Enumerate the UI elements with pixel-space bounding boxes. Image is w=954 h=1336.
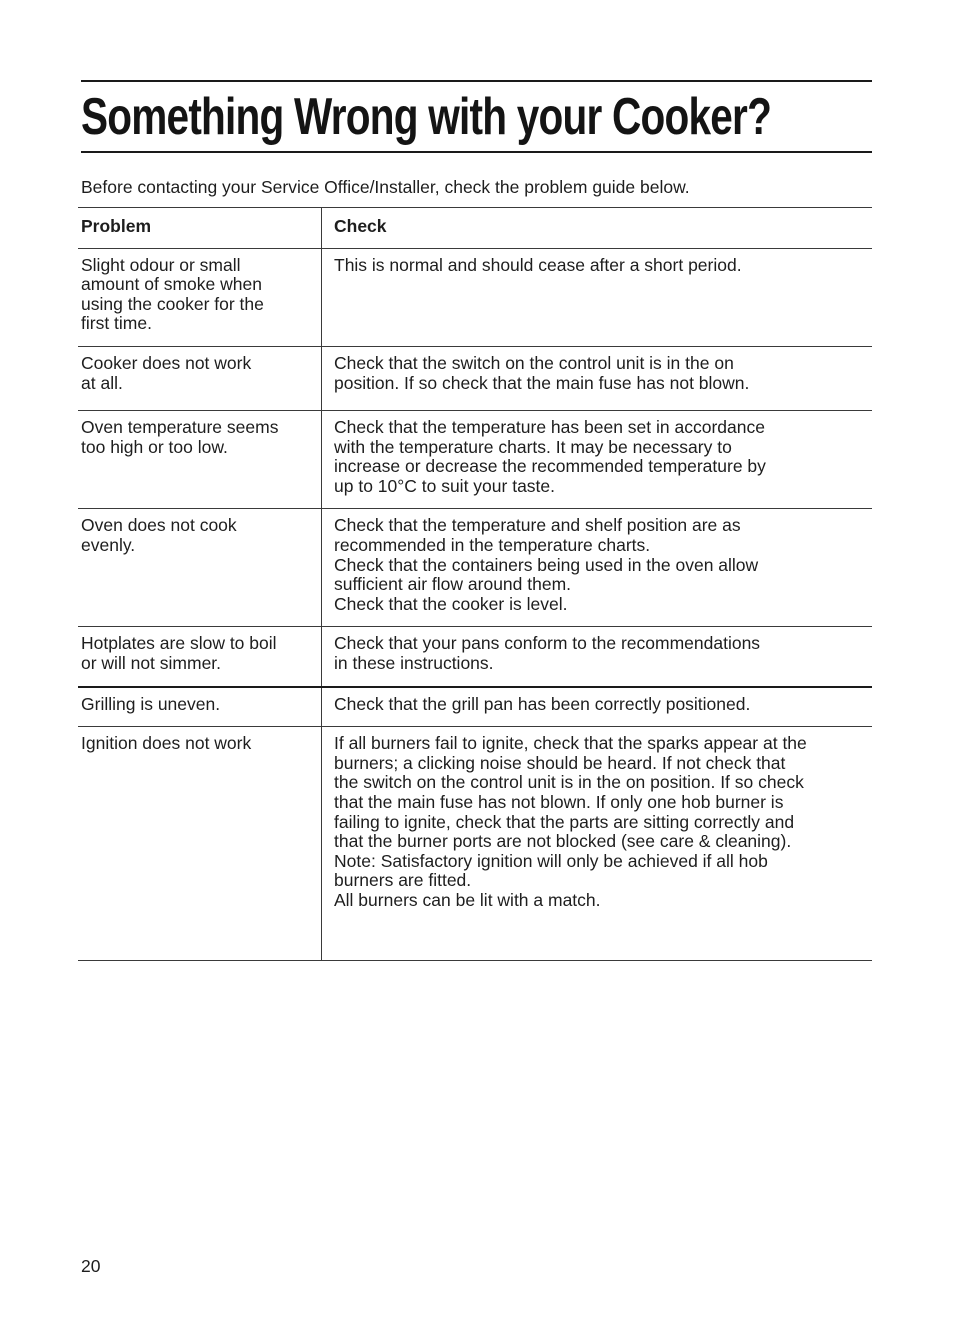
table-row xyxy=(78,508,872,626)
check-line: the switch on the control unit is in the on position. If so check xyxy=(334,772,804,793)
problem-line: Hotplates are slow to boil xyxy=(81,633,277,654)
check-line: Check that the containers being used in the oven allow xyxy=(334,554,759,575)
problem-line: Slight odour or small xyxy=(81,254,241,275)
problem-cell xyxy=(78,249,322,346)
check-line: that the main fuse has not blown. If only one hob burner is xyxy=(334,791,784,812)
check-cell xyxy=(322,627,872,685)
problem-line: Cooker does not work xyxy=(81,352,252,373)
check-line: Check that your pans conform to the recommendations xyxy=(334,633,761,654)
header-check: Check xyxy=(334,216,387,236)
check-line: Check that the temperature has been set in accordance xyxy=(334,416,765,437)
check-cell xyxy=(322,509,872,626)
table-row xyxy=(78,346,872,410)
problem-cell xyxy=(78,627,322,685)
check-line: up to 10°C to suit your taste. xyxy=(334,475,556,496)
problem-line: first time. xyxy=(81,313,152,334)
check-cell xyxy=(322,411,872,508)
problem-line: Ignition does not work xyxy=(81,733,252,754)
problem-cell xyxy=(78,411,322,508)
header-problem: Problem xyxy=(78,208,322,248)
problem-cell xyxy=(78,509,322,626)
problem-line: Grilling is uneven. xyxy=(81,693,221,714)
table-row xyxy=(78,726,872,961)
check-line: Check that the switch on the control unit is in the on xyxy=(334,352,734,373)
problem-line: using the cooker for the xyxy=(81,293,264,314)
table-row xyxy=(78,686,872,727)
problem-line: or will not simmer. xyxy=(81,652,222,673)
check-cell xyxy=(322,727,872,960)
check-line: with the temperature charts. It may be necessary to xyxy=(334,436,732,457)
title-top-rule xyxy=(81,80,872,82)
check-line: burners; a clicking noise should be heard. If not check that xyxy=(334,752,786,773)
problem-cell xyxy=(78,688,322,727)
check-line: recommended in the temperature charts. xyxy=(334,534,651,555)
title-bottom-rule xyxy=(81,151,872,153)
problem-cell xyxy=(78,347,322,410)
check-cell xyxy=(322,688,872,727)
check-line: burners are fitted. xyxy=(334,870,472,891)
page-title: Something Wrong with your Cooker? xyxy=(81,88,772,146)
problem-line: amount of smoke when xyxy=(81,274,262,295)
check-line: All burners can be lit with a match. xyxy=(334,889,601,910)
problem-line: Oven does not cook xyxy=(81,515,237,536)
check-line: This is normal and should cease after a short period. xyxy=(334,254,742,275)
check-line: position. If so check that the main fuse has not blown. xyxy=(334,372,750,393)
table-row xyxy=(78,410,872,508)
problem-line: Oven temperature seems xyxy=(81,416,279,437)
check-line: increase or decrease the recommended temperature by xyxy=(334,456,766,477)
problem-line: at all. xyxy=(81,372,123,393)
problem-line: evenly. xyxy=(81,534,136,555)
table-row xyxy=(78,626,872,685)
check-line: Check that the temperature and shelf position are as xyxy=(334,515,741,536)
intro-text: Before contacting your Service Office/Installer, check the problem guide below. xyxy=(81,177,690,197)
check-line: failing to ignite, check that the parts are sitting correctly and xyxy=(334,811,795,832)
page-number: 20 xyxy=(81,1256,101,1276)
check-line: in these instructions. xyxy=(334,652,494,673)
check-line: Note: Satisfactory ignition will only be achieved if all hob xyxy=(334,850,768,871)
check-line: that the burner ports are not blocked (see care & cleaning). xyxy=(334,831,792,852)
check-line: sufficient air flow around them. xyxy=(334,574,572,595)
table-row xyxy=(78,248,872,346)
problem-cell xyxy=(78,727,322,960)
check-line: If all burners fail to ignite, check that the sparks appear at the xyxy=(334,733,807,754)
problem-line: too high or too low. xyxy=(81,436,228,457)
check-cell xyxy=(322,347,872,410)
check-cell xyxy=(322,249,872,346)
table-header-row xyxy=(78,207,872,248)
check-line: Check that the cooker is level. xyxy=(334,593,568,614)
problem-check-table xyxy=(78,207,872,961)
check-line: Check that the grill pan has been correctly positioned. xyxy=(334,693,751,714)
